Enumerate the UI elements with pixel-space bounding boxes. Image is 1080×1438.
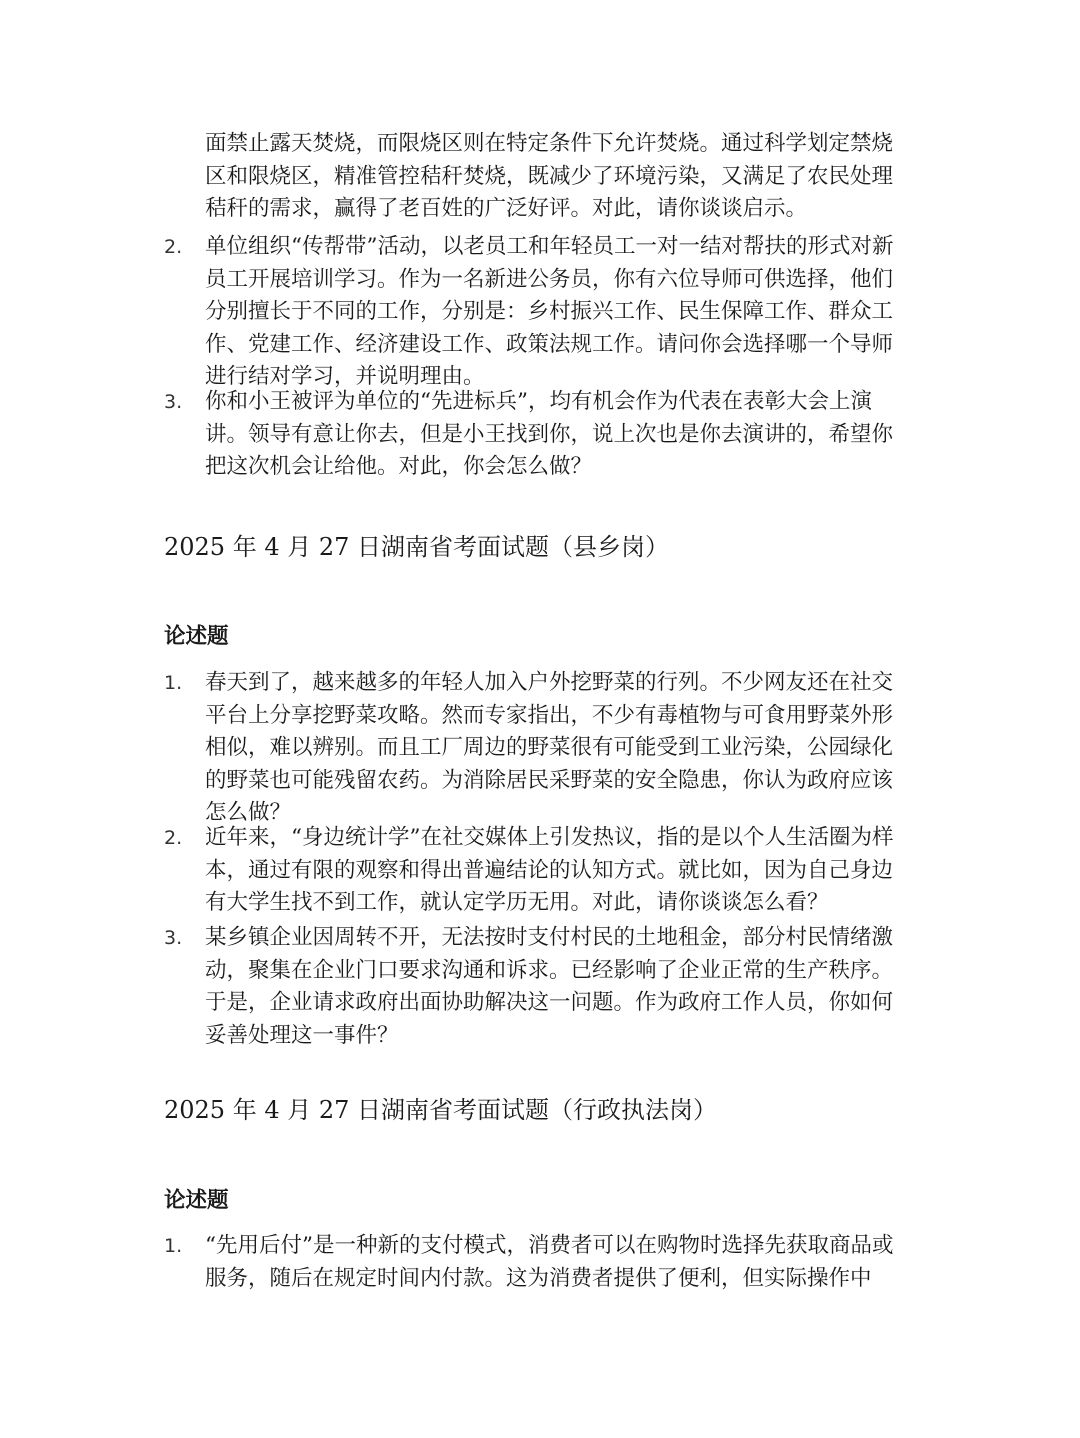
section-title-law-enforcement: 2025 年 4 月 27 日湖南省考面试题（行政执法岗）	[164, 1096, 718, 1124]
list-number: 1.	[164, 1235, 183, 1257]
list-text: 单位组织“传帮带”活动，以老员工和年轻员工一对一结对帮扶的形式对新员工开展培训学习。作为一名新进公务员，你有六位导师可供选择，他们分别擅长于不同的工作，分别是：乡村振兴工作、民生保障工作、群众工作、党建工作、经济建设工作、政策法规工作。请问你会选择哪一个导师进行结对学习，并说明理由。	[205, 234, 894, 389]
list-text: 你和小王被评为单位的“先进标兵”，均有机会作为代表在表彰大会上演讲。领导有意让你去，但是小王找到你，说上次也是你去演讲的，希望你把这次机会让给他。对此，你会怎么做？	[205, 389, 894, 479]
list-text: 近年来，“身边统计学”在社交媒体上引发热议，指的是以个人生活圈为样本，通过有限的观察和得出普遍结论的认知方式。就比如，因为自己身边有大学生找不到工作，就认定学历无用。对此，请你谈谈怎么看？	[205, 825, 894, 915]
list-text: 某乡镇企业因周转不开，无法按时支付村民的土地租金，部分村民情绪激动，聚集在企业门口要求沟通和诉求。已经影响了企业正常的生产秩序。于是，企业请求政府出面协助解决这一问题。作为政府工作人员，你如何妥善处理这一事件？	[205, 925, 894, 1048]
list-text: 春天到了，越来越多的年轻人加入户外挖野菜的行列。不少网友还在社交平台上分享挖野菜攻略。然而专家指出，不少有毒植物与可食用野菜外形相似，难以辨别。而且工厂周边的野菜很有可能受到工业污染，公园绿化的野菜也可能残留农药。为消除居民采野菜的安全隐患，你认为政府应该怎么做？	[205, 670, 894, 825]
section-title-county: 2025 年 4 月 27 日湖南省考面试题（县乡岗）	[164, 533, 670, 561]
list-number: 3.	[164, 391, 183, 413]
list-number: 2.	[164, 236, 183, 258]
list-number: 1.	[164, 672, 183, 694]
subhead-essay: 论述题	[164, 1188, 229, 1213]
list-number: 2.	[164, 827, 183, 849]
list-text: “先用后付”是一种新的支付模式，消费者可以在购物时选择先获取商品或服务，随后在规定时间内付款。这为消费者提供了便利，但实际操作中	[205, 1233, 894, 1291]
subhead-essay: 论述题	[164, 624, 229, 649]
list-number: 3.	[164, 927, 183, 949]
intro-paragraph: 面禁止露天焚烧，而限烧区则在特定条件下允许焚烧。通过科学划定禁烧区和限烧区，精准管控秸秆焚烧，既减少了环境污染，又满足了农民处理秸秆的需求，赢得了老百姓的广泛好评。对此，请你谈谈启示。	[205, 131, 894, 221]
